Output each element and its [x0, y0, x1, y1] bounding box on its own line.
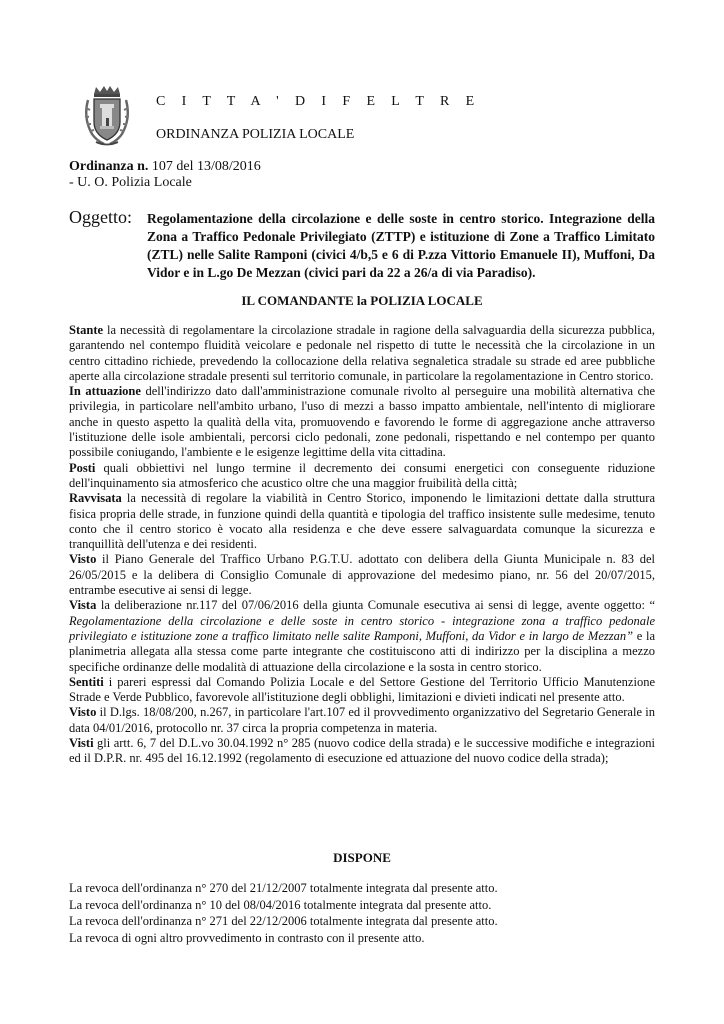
paragraph-lead: Visto	[69, 552, 97, 567]
ordinance-label: Ordinanza n.	[69, 159, 149, 174]
paragraph-lead: In attuazione	[69, 384, 141, 399]
paragraph	[69, 461, 655, 492]
paragraph	[69, 491, 655, 552]
paragraph-lead: Visti	[69, 736, 94, 751]
paragraph-text: la deliberazione nr.117 del 07/06/2016 della giunta Comunale esecutiva ai sensi di legge, avente oggetto: “	[96, 598, 655, 613]
paragraph-text: la necessità di regolamentare la circolazione stradale in ragione della salvaguardia della sicurezza pubblica, garantendo nel contempo fluidità veicolare e pedonale nel rispetto di tutte le necessità che la circolazione in un centro cittadino richiede, prevedendo la collocazione della relativa segnaletica stradale su strade ed aree pubbliche aperte alla circolazione stradale presenti sul territorio comunale, in particolare la regolamentazione in Centro storico.	[69, 323, 655, 383]
paragraph-tail: e la planimetria allegata alla stessa come parte integrante che costituiscono atti di indirizzo per la disciplina a mezzo specifiche ordinanze delle modalità di attuazione della circolazione e la sosta in centro storico.	[69, 628, 655, 674]
paragraph-text: il Piano Generale del Traffico Urbano P.G.T.U. adottato con delibera della Giunta Municipale n. 83 del 26/05/2015 e la delibera di Consiglio Comunale di approvazione del medesimo piano, nr. 56 del 20/07/2015, entrambe esecutive ai sensi di legge.	[69, 552, 655, 598]
office-line: - U. O. Polizia Locale	[69, 175, 192, 190]
paragraph-lead: Visto	[69, 705, 97, 720]
ordinance-number	[69, 159, 261, 175]
paragraph-lead: Sentiti	[69, 674, 104, 689]
paragraph-text: il D.lgs. 18/08/200, n.267, in particolare l'art.107 ed il provvedimento organizzativo del Segretario Generale in data 04/01/2016, protocollo nr. 37 circa la propria competenza in materia.	[69, 705, 655, 735]
paragraph	[69, 552, 655, 598]
paragraph	[69, 598, 655, 674]
paragraph-text: dell'indirizzo dato dall'amministrazione comunale rivolto al perseguire una mobilità alternativa che privilegia, in particolare nell'ambito urbano, l'uso di mezzi a basso impatto ambientale, nell'intento di migliorare anche in questo aspetto la qualità della vita, promuovendo e favorendo le forme di aggregazione anche attraverso l'istituzione delle isole ambientali, percorsi ciclo pedonali, zone pedonali, rispettando e nel contempo per quanto possibile coniugando, l'ambiente e le esigenze legittime della vita cittadina.	[69, 384, 655, 460]
city-crest-icon	[82, 84, 132, 148]
subject-text: Regolamentazione della circolazione e delle soste in centro storico. Integrazione della Zona a Traffico Pedonale Privilegiato (ZTTP) e istituzione di Zone a Traffico Limitato (ZTL) nelle Salite Ramponi (civici 4/b,5 e 6 di P.zza Vittorio Emanuele II), Muffoni, Da Vidor e in L.go De Mezzan (civici pari da 22 a 26/a di via Paradiso).	[147, 211, 655, 280]
ordinance-number-date: 107 del 13/08/2016	[148, 159, 261, 174]
paragraph	[69, 384, 655, 460]
paragraph-quote: Regolamentazione della circolazione e delle soste in centro storico - integrazione zona a traffico pedonale privilegiato e istituzione zone a traffico limitato nelle salite Ramponi, Muffoni, da Vidor e in largo de Mezzan”	[69, 613, 655, 643]
revocation-item: La revoca dell'ordinanza n° 10 del 08/04/2016 totalmente integrata dal presente atto.	[69, 897, 492, 912]
dispone-heading: DISPONE	[333, 850, 391, 865]
paragraph	[69, 675, 655, 706]
paragraph-text: quali obbiettivi nel lungo termine il decremento dei consumi energetici con conseguente riduzione dell'inquinamento sia atmosferico che acustico oltre che una maggior fruibilità della città;	[69, 460, 655, 490]
recitals	[69, 323, 655, 767]
revocation-item: La revoca dell'ordinanza n° 270 del 21/12/2007 totalmente integrata dal presente atto.	[69, 881, 498, 895]
paragraph	[69, 323, 655, 384]
paragraph-text: la necessità di regolare la viabilità in Centro Storico, imponendo le limitazioni dettate dalla struttura fisica propria delle strade, in funzione quindi della quantità e tipologia del traffico insistente sulle medesime, tenuto conto che il centro storico è vocato alla residenza e che deve essere salvaguardata comunque la sicurezza e tranquillità dell'utenza e dei residenti.	[69, 491, 655, 552]
subject-label: Oggetto:	[69, 207, 132, 227]
paragraph-lead: Stante	[69, 323, 104, 337]
revocation-item: La revoca di ogni altro provvedimento in contrasto con il presente atto.	[69, 930, 425, 945]
city-title: C I T T A ' D I F E L T R E	[156, 94, 481, 109]
revocation-item: La revoca dell'ordinanza n° 271 del 22/12/2006 totalmente integrata dal presente atto.	[69, 914, 498, 928]
paragraph-text: gli artt. 6, 7 del D.L.vo 30.04.1992 n° 285 (nuovo codice della strada) e le successive modifiche e integrazioni ed il D.P.R. nr. 495 del 16.12.1992 (regolamento di esecuzione ed attuazione del nuovo codice della strada);	[69, 736, 655, 766]
revocation-list	[69, 880, 655, 946]
paragraph-lead: Posti	[69, 460, 96, 475]
commander-heading: IL COMANDANTE la POLIZIA LOCALE	[241, 293, 483, 308]
paragraph-text: i pareri espressi dal Comando Polizia Locale e del Settore Gestione del Territorio Ufficio Manutenzione Strade e Verde Pubblico, favorevole all'istituzione degli obblighi, limitazioni e divieti indicati nel presente atto.	[69, 674, 655, 705]
paragraph	[69, 705, 655, 736]
department-title: ORDINANZA POLIZIA LOCALE	[156, 127, 355, 142]
paragraph-lead: Ravvisata	[69, 491, 122, 506]
paragraph	[69, 736, 655, 767]
paragraph-lead: Vista	[69, 598, 97, 613]
